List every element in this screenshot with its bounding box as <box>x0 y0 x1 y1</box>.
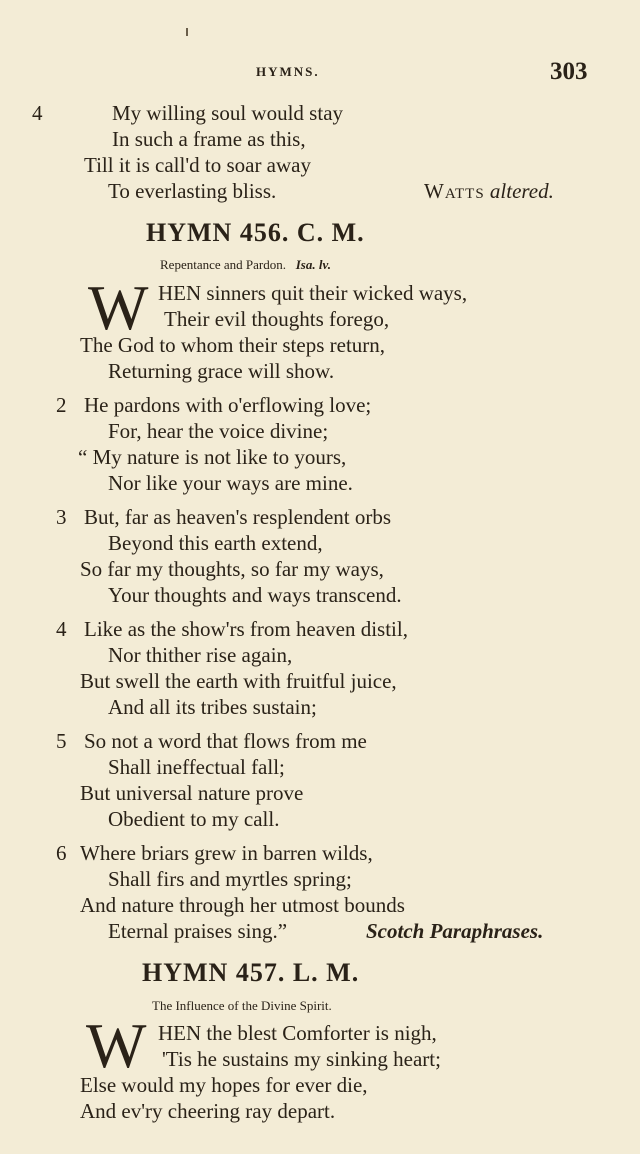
print-mark <box>186 28 188 36</box>
running-header: HYMNS. <box>256 64 320 79</box>
attribution-author: Watts <box>424 179 485 203</box>
attribution-note: altered. <box>489 179 554 203</box>
attribution: Scotch Paraphrases. <box>366 919 544 943</box>
verse-line: Their evil thoughts forego, <box>164 307 390 331</box>
verse-line: And all its tribes sustain; <box>108 695 317 719</box>
verse-line: But swell the earth with fruitful juice, <box>80 669 397 693</box>
verse-line: Beyond this earth extend, <box>108 531 323 555</box>
verse-line: Else would my hopes for ever die, <box>80 1073 368 1097</box>
verse-line: To everlasting bliss. <box>108 179 277 203</box>
stanza-number: 4 <box>32 101 43 125</box>
verse-line: Obedient to my call. <box>108 807 280 831</box>
subtitle-text: Repentance and Pardon. <box>160 257 286 272</box>
verse-line: “ My nature is not like to yours, <box>78 445 347 469</box>
verse-line: In such a frame as this, <box>112 127 306 151</box>
verse-line: Where briars grew in barren wilds, <box>80 841 373 865</box>
verse-line: But universal nature prove <box>80 781 304 805</box>
page-number: 303 <box>550 58 588 85</box>
verse-line: Returning grace will show. <box>108 359 335 383</box>
attribution <box>424 178 554 204</box>
hymn-heading: HYMN 456. C. M. <box>146 218 365 247</box>
stanza-number: 4 <box>56 617 67 641</box>
hymn-subtitle: The Influence of the Divine Spirit. <box>152 998 332 1013</box>
verse-line: But, far as heaven's resplendent orbs <box>84 505 392 529</box>
verse-line: HEN the blest Comforter is nigh, <box>158 1021 437 1045</box>
stanza-number: 3 <box>56 505 67 529</box>
verse-line: He pardons with o'erflowing love; <box>84 393 372 417</box>
hymn-subtitle <box>160 257 331 273</box>
stanza-number: 6 <box>56 841 67 865</box>
verse-line: Eternal praises sing.” <box>108 919 288 943</box>
scripture-reference: Isa. lv. <box>295 257 332 272</box>
stanza-number: 5 <box>56 729 67 753</box>
stanza-number: 2 <box>56 393 67 417</box>
verse-line: So far my thoughts, so far my ways, <box>80 557 384 581</box>
verse-line: Nor thither rise again, <box>108 643 293 667</box>
verse-line: My willing soul would stay <box>112 101 344 125</box>
verse-line: 'Tis he sustains my sinking heart; <box>162 1047 441 1071</box>
hymn-heading: HYMN 457. L. M. <box>142 958 360 987</box>
verse-line: Like as the show'rs from heaven distil, <box>84 617 408 641</box>
verse-line: Shall ineffectual fall; <box>108 755 285 779</box>
verse-line: Your thoughts and ways transcend. <box>108 583 402 607</box>
verse-line: HEN sinners quit their wicked ways, <box>158 281 468 305</box>
drop-cap: W <box>88 272 149 343</box>
verse-line: And ev'ry cheering ray depart. <box>80 1099 336 1123</box>
verse-line: Till it is call'd to soar away <box>84 153 311 177</box>
verse-line: Nor like your ways are mine. <box>108 471 353 495</box>
drop-cap: W <box>86 1010 147 1081</box>
verse-line: Shall firs and myrtles spring; <box>108 867 352 891</box>
verse-line: The God to whom their steps return, <box>80 333 386 357</box>
verse-line: And nature through her utmost bounds <box>80 893 405 917</box>
verse-line: So not a word that flows from me <box>84 729 367 753</box>
verse-line: For, hear the voice divine; <box>108 419 329 443</box>
